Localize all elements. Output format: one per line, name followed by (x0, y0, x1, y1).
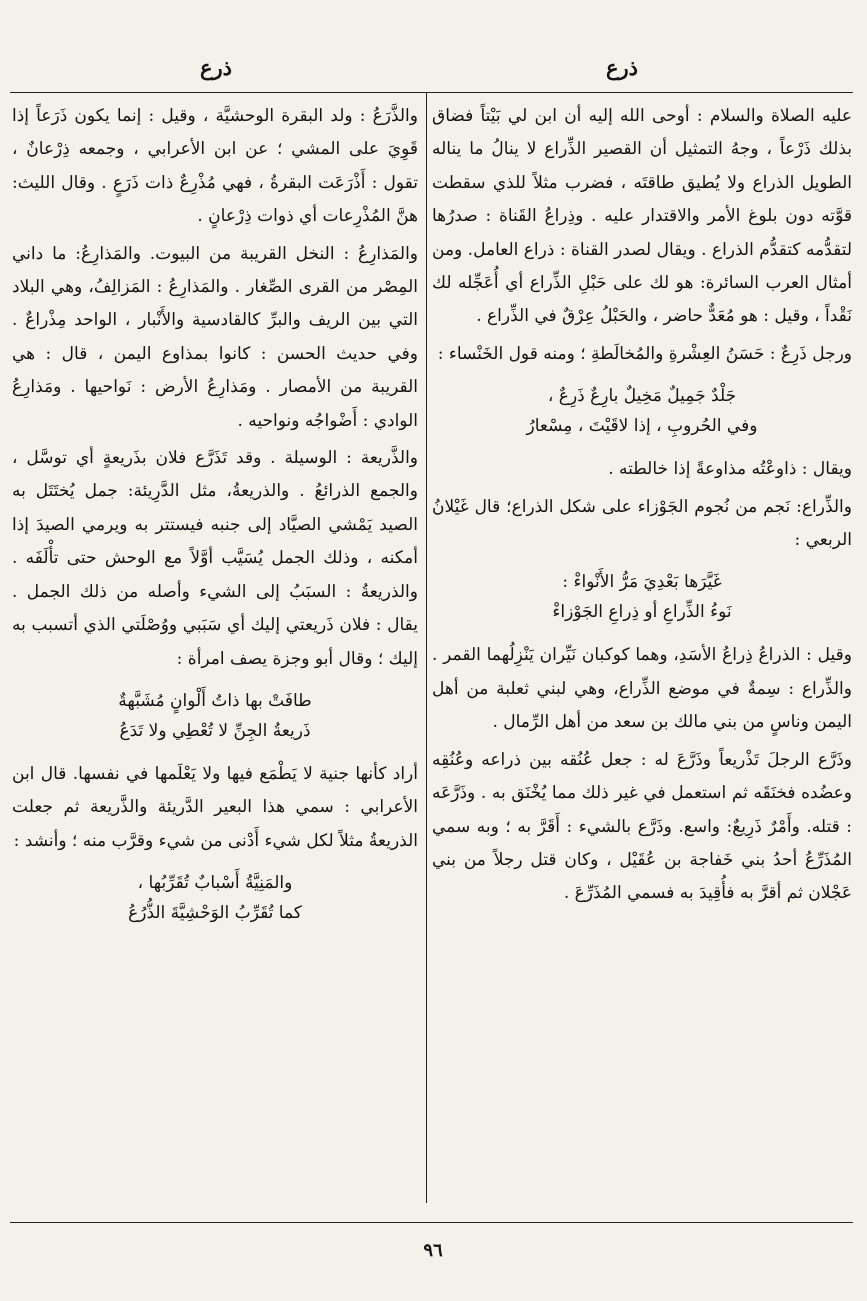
right-paragraph-3: ويقال : ذاوعْتُه مذاوعةً إذا خالطته . (608, 459, 852, 480)
verse-line: نَوءُ الذِّراعِ أو ذِراعِ الجَوْزاءْ (552, 602, 732, 623)
verse-line: طافَتْ بها ذاتُ أَلْوانٍ مُشَبَّهةٌ (118, 690, 312, 711)
verse-line: ذَريعةُ الجِنِّ لا تُعْطِي ولا تَدَعُ (119, 720, 311, 741)
verse-line: جَلْدٌ جَمِيلٌ مَخِيلٌ بارِعٌ ذَرِعٌ ، (547, 386, 737, 407)
left-column (12, 100, 418, 1205)
left-verse-1 (12, 686, 418, 746)
header-rule (10, 92, 853, 93)
verse-line: والمَنِيَّةُ أَسْبابٌ تُقَرِّبُها ، (137, 873, 293, 894)
left-paragraph-3: والذَّريعة : الوسيلة . وقد تَذَرَّع فلان بذَريعةٍ أي توسَّل ، والجمع الذرائعُ . والذريعةُ، مثل الدَّرِيئة: جمل يُختَتَل به الصيد يَمْشي الصيَّاد إلى جنبه فيستتر به ويرمي الصيدَ إذا أمكنه ، وذلك الجمل يُسَيَّب أوَّلاً مع الوحش حتى تأْلَفَه . والذريعةُ : السبَبُ إلى الشيء وأصله من ذلك الجمل . يقال : فلان ذَريعتي إليك أي سَبَبي ووُصْلَتي الذي أتسبب به إليك ؛ وقال أبو وجزة يصف امرأة : (12, 448, 418, 669)
verse-line: غَيَّرَها بَعْدِيَ مَرُّ الأَنْواءْ : (562, 572, 722, 593)
right-paragraph-2: ورجل ذَرِعٌ : حَسَنُ العِشْرةِ والمُخالَطةِ ؛ ومنه قول الخَنْساء : (437, 343, 852, 364)
right-paragraph-6: وذَرَّع الرجلَ تَذْريعاً وذَرَّعَ له : جعل عُنُقه بين ذراعه وعُنُقِه وعضُده فخنَقَه ثم استعمل في غير ذلك مما يُخْنَق به . وذَرَّعَه : قتله. وأَمْرٌ ذَرِيعٌ: واسع. وذَرَّع بالشيء : أَقَرَّ به ؛ وبه سمي المُذَرِّعُ أحدُ بني خَفاجة بن عُقَيْل ، وكان قتل رجلاً من بني عَجْلان ثم أقرَّ به فأُقِيدَ به فسمي المُذَرِّعَ . (432, 749, 852, 904)
right-column (432, 100, 852, 1205)
footer-rule (10, 1222, 853, 1223)
running-header-left: ذرع (199, 55, 233, 80)
left-paragraph-4: أراد كأنها جنية لا يَطْمَع فيها ولا يَعْلَمها في نفسها. قال ابن الأعرابي : سمي هذا البعير الدَّريئة والذَّريعة ثم جعلت الذريعةُ مثلاً لكل شيء أَدْنى من شيء وقرَّب منه ؛ وأنشد : (12, 763, 418, 851)
right-verse-1 (432, 381, 852, 441)
right-paragraph-5: وقيل : الذراعُ ذِراعُ الأسَدِ، وهما كوكبان نَيِّران يَنْزِلُهما القمر . والذِّراع : سِمةٌ في موضع الذِّراع، وهي لبني ثعلبة من أهل اليمن وناسٍ من بني مالك بن سعد من أهل الرِّمال . (432, 645, 852, 733)
right-paragraph-1: عليه الصلاة والسلام : أوحى الله إليه أن ابن لي بَيْتاً فضاق بذلك ذَرْعاً ، وجهُ التمثيل أن القصير الذِّراع لا ينالُ ما يناله الطويل الذراع ولا يُطيق طاقتَه ، فضرب مثلاً للذي سقطت قوَّته دون بلوغ الأمر والاقتدار عليه . وذِراعُ القَناة : صدرُها لتقدُّمه كتقدُّم الذراع . ويقال لصدر القناة : ذراع العامل. ومن أمثال العرب السائرة: هو لك على حَبْلِ الذِّراع أي أُعَجِّله لك نَقْداً ، وقيل : هو مُعَدٌّ حاضر ، والحَبْلُ عِرْقٌ في الذِّراع . (432, 106, 852, 327)
right-paragraph-4: والذِّراع: نَجم من نُجوم الجَوْزاء على شكل الذراع؛ قال غَيْلانُ الربعي : (432, 496, 852, 551)
left-verse-2 (12, 868, 418, 928)
verse-line: وفي الحُروبِ ، إذا لاقَيْتَ ، مِسْعارُ (526, 416, 758, 437)
running-header-right: ذرع (605, 55, 639, 80)
left-paragraph-2: والمَذارِعُ : النخل القريبة من البيوت. والمَذارِعُ: ما داني المِصْر من القرى الصِّغار . والمَذارِعُ : المَزالِفُ، وهي البلاد التي بين الريف والبرِّ كالقادسية والأَنْبار ، الواحد مِذْراعٌ . وفي حديث الحسن : كانوا بمذاوع اليمن ، قال : هي القريبة من الأمصار . ومَذارِعُ الأرض : نَواحيها . ومَذارِعُ الوادي : أَضْواجُه ونواحيه . (12, 243, 418, 431)
left-paragraph-1: والذَّرَعُ : ولد البقرة الوحشيَّة ، وقيل : إنما يكون ذَرَعاً إذا قَوِيَ على المشي ؛ عن ابن الأعرابي ، وجمعه ذِرْعانٌ ، تقول : أَذْرَعَت البقرةُ ، فهي مُذْرِعٌ ذات ذَرَعٍ . وقال الليث: هنَّ المُذْرِعات أي ذوات ذِرْعانٍ . (12, 106, 418, 227)
page-number: ٩٦ (423, 1240, 443, 1261)
verse-line: كما تُقَرِّبُ الوَحْشِيَّةَ الذُّرُعُ (128, 903, 302, 924)
right-verse-2 (432, 567, 852, 627)
column-divider (426, 93, 427, 1203)
